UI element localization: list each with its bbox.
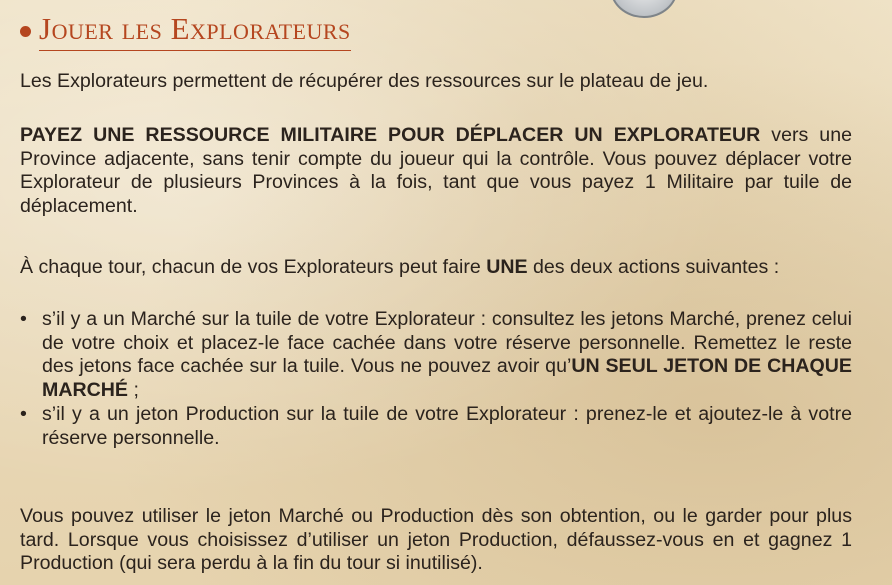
- list-item-end: ;: [128, 378, 139, 401]
- closing-text: Vous pouvez utiliser le jeton Marché ou Production dès son obtention, ou le garder pour plus tard. Lorsque vous choisissez d’utiliser un jeton Production, défaussez-vous en et gagnez 1 Production (qui sera perdu à la fin du tour si inutilisé).: [20, 505, 852, 574]
- move-paragraph: [20, 124, 852, 218]
- actions-text-pre: À chaque tour, chacun de vos Explorateurs peut faire: [20, 256, 487, 278]
- list-item-bold-text: UN SEUL JETON DE CHAQUE MARCHÉ: [42, 355, 852, 401]
- list-item-text: s’il y a un jeton Production sur la tuile de votre Explorateur : prenez-le et ajoutez-le à votre réserve personnelle.: [42, 403, 852, 449]
- actions-list: [20, 308, 852, 450]
- intro-text: Les Explorateurs permettent de récupérer des ressources sur le plateau de jeu.: [20, 70, 709, 92]
- actions-text-post: des deux actions suivantes :: [527, 256, 780, 278]
- title-bullet-icon: [20, 26, 31, 37]
- list-item-text: s’il y a un Marché sur la tuile de votre Explorateur : consultez les jetons Marché, prenez celui de votre choix et placez-le face cachée dans votre réserve personnelle. Remettez le reste des jetons face cachée sur la tuile. Vous ne pouvez avoir qu’: [42, 308, 852, 377]
- list-item: [20, 308, 852, 402]
- list-item: [20, 403, 852, 450]
- section-heading: [20, 12, 351, 51]
- bullet-icon: •: [20, 308, 27, 330]
- bullet-icon: •: [20, 403, 27, 425]
- actions-paragraph: [20, 256, 852, 280]
- closing-paragraph: [20, 505, 852, 576]
- section-title: Jouer les Explorateurs: [39, 12, 351, 51]
- intro-paragraph: [20, 70, 852, 94]
- medallion-decoration: [610, 0, 678, 18]
- actions-bold-text: UNE: [486, 256, 528, 278]
- move-bold-text: PAYEZ UNE RESSOURCE MILITAIRE POUR DÉPLACER UN EXPLORATEUR: [20, 124, 761, 146]
- move-text: vers une Province adjacente, sans tenir compte du joueur qui la contrôle. Vous pouvez déplacer votre Explorateur de plusieurs Provinces à la fois, tant que vous payez 1 Militaire par tuile de déplacement.: [20, 124, 852, 217]
